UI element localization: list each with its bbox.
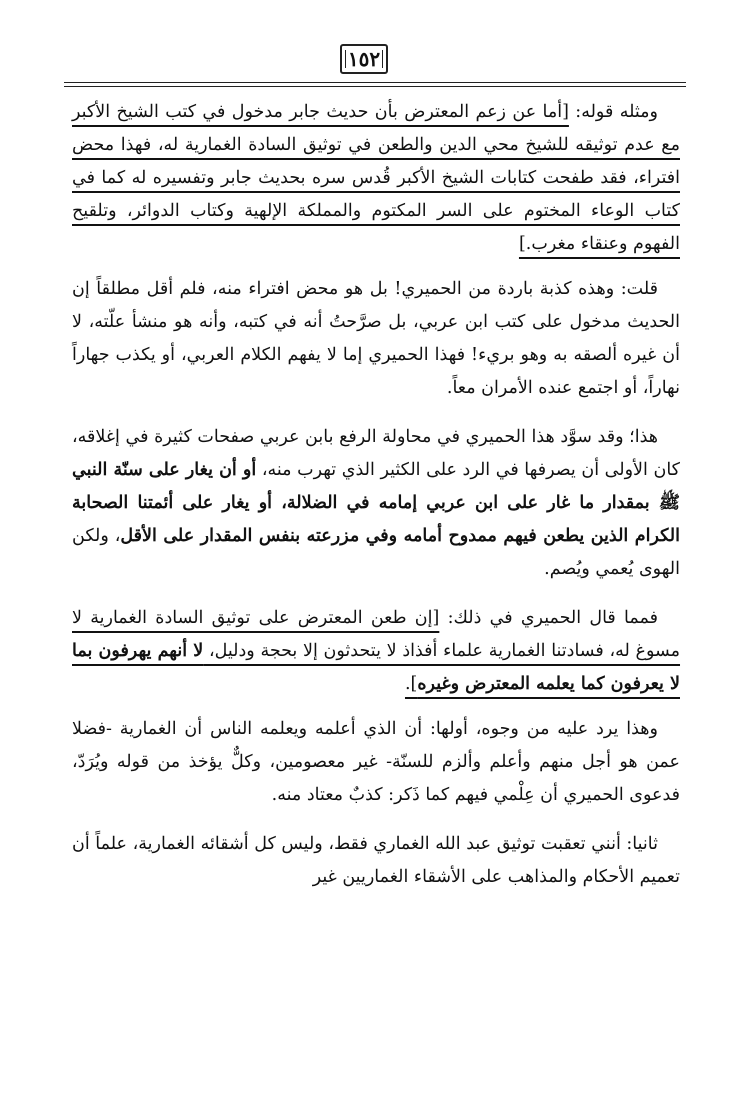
quoted-passage: [إن طعن المعترض على توثيق السادة الغمارية لا مسوغ له، فسادتنا الغمارية علماء أفذاذ لا يتحدثون إلا بحجة ودليل، xyxy=(72,608,681,661)
quoted-passage-bold: لا أنهم يهرفون بما لا يعرفون كما يعلمه المعترض وغيره xyxy=(72,641,680,694)
header-rule-bottom xyxy=(64,86,686,87)
page-number: ١٥٢ xyxy=(340,44,388,74)
paragraph-reply-2 xyxy=(72,421,680,586)
paragraph-lead: ومثله قوله: xyxy=(568,102,658,122)
paragraph-bold-text: أو أن يغار على سنّة النبي ﷺ بمقدار ما غار على ابن عربي إمامه في الضلالة، أو يغار على أئمتنا الصحابة الكرام الذين يطعن فيهم ممدوح أمامه وفي مزرعته بنفس المقدار على الأقل xyxy=(72,460,680,546)
quoted-passage: [أما عن زعم المعترض بأن حديث جابر مدخول في كتب الشيخ الأكبر مع عدم توثيقه للشيخ محي الدين والطعن في توثيق السادة الغمارية له، فهذا محض افتراء، فقد طفحت كتابات الشيخ الأكبر قُدس سره بحديث جابر وتفسيره له كما في كتاب الوعاء المختوم على السر المكتوم والمملكة الإلهية وكتاب الدوائر، وتلقيح الفهوم وعنقاء مغرب.] xyxy=(72,102,680,254)
paragraph-tail: ، ولكن الهوى يُعمي ويُصم. xyxy=(72,526,680,579)
paragraph-reply-4: ثانيا: أنني تعقبت توثيق عبد الله الغماري فقط، وليس كل أشقائه الغمارية، علماً أن تعميم الأحكام والمذاهب على الأشقاء الغماريين غير xyxy=(72,834,680,887)
paragraph-quote-2 xyxy=(72,602,680,701)
page-body xyxy=(72,96,680,910)
quoted-passage-end: ]. xyxy=(404,674,418,694)
paragraph-reply-3: وهذا يرد عليه من وجوه، أولها: أن الذي أعلمه ويعلمه الناس أن الغمارية -فضلا عمن هو أجل منهم وأعلم وألزم للسنّة- غير معصومين، وكلٌّ يؤخذ من قوله ويُرَدّ، فدعوى الحميري أن عِلْمي فيهم كما ذَكر: كذبٌ معتاد منه. xyxy=(72,719,680,805)
paragraph-reply-1: قلت: وهذه كذبة باردة من الحميري! بل هو محض افتراء منه، فلم أقل مطلقاً إن الحديث مدخول على كتب ابن عربي، بل صرَّحتُ أنه في كتبه، وأنه هو منشأ علّته، لا أن غيره ألصقه به وهو بريء! فهذا الحميري إما لا يفهم الكلام العربي، أو يكذب جهاراً نهاراً، أو اجتمع عنده الأمران معاً. xyxy=(72,279,680,398)
paragraph-quote-1 xyxy=(72,96,680,261)
header-rule-top xyxy=(64,82,686,83)
paragraph-text: هذا؛ وقد سوَّد هذا الحميري في محاولة الرفع بابن عربي صفحات كثيرة في إغلاقه، كان الأولى أن يصرفها في الرد على الكثير الذي تهرب منه، xyxy=(72,427,680,480)
paragraph-lead: فمما قال الحميري في ذلك: xyxy=(439,608,658,628)
